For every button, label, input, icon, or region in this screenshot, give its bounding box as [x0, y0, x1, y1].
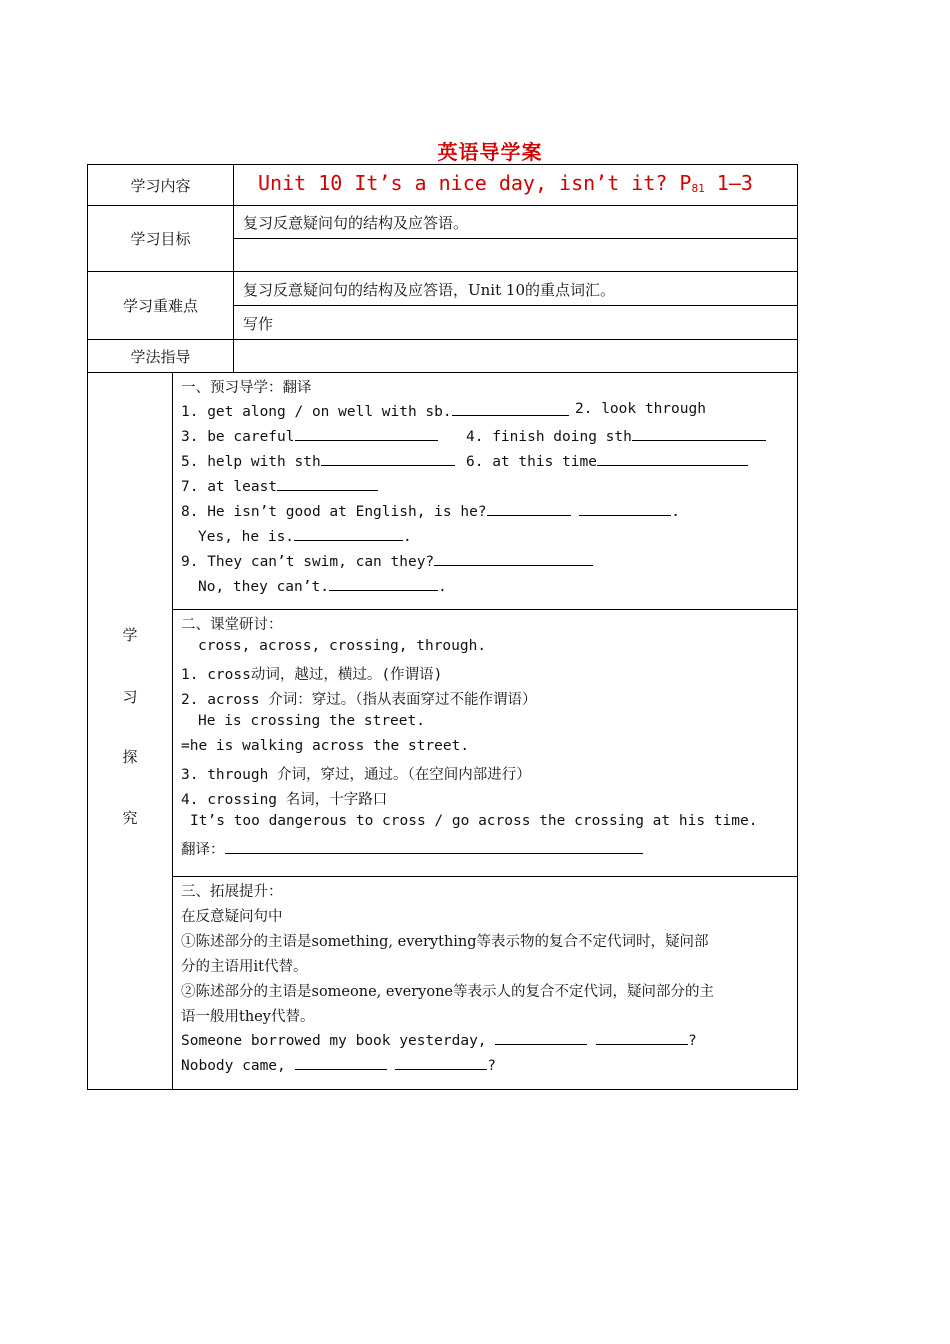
answer-blank[interactable]: [294, 526, 403, 541]
answer-blank[interactable]: [495, 1030, 587, 1045]
focus-text: 复习反意疑问句的结构及应答语，Unit 10的重点词汇。: [243, 281, 615, 299]
note-line: 4. crossing 名词，十字路口: [181, 792, 388, 808]
translate-line: 翻译：: [181, 838, 643, 859]
note-line: 语一般用they代替。: [181, 1009, 315, 1025]
exercise-line: Someone borrowed my book yesterday, ?: [181, 1030, 697, 1049]
answer-blank[interactable]: [329, 576, 438, 591]
answer-blank[interactable]: [452, 401, 569, 416]
section1-heading: 一、预习导学：翻译: [181, 380, 312, 396]
answer-blank[interactable]: [596, 1030, 688, 1045]
focus-label: 学习重难点: [122, 297, 198, 315]
answer-blank[interactable]: [225, 839, 643, 854]
answer-blank[interactable]: [295, 1055, 387, 1070]
exercise-line: Nobody came, ?: [181, 1055, 496, 1074]
exercise-line: 4. finish doing sth: [466, 426, 766, 445]
section3-heading: 三、拓展提升：: [181, 884, 283, 900]
goal-text: 复习反意疑问句的结构及应答语。: [243, 214, 469, 232]
exercise-line: No, they can’t. .: [198, 576, 447, 595]
section2-heading: 二、课堂研讨：: [181, 617, 283, 633]
note-line: =he is walking across the street.: [181, 738, 470, 754]
page-title: 英语导学案: [437, 140, 543, 164]
unit-title: Unit 10 It’s a nice day, isn’t it? $P_{81}$ 1—3: [258, 171, 753, 195]
note-line: 在反意疑问句中: [181, 909, 283, 925]
goal-label: 学习目标: [130, 230, 191, 248]
exercise-line: Yes, he is. .: [198, 526, 412, 545]
answer-blank[interactable]: [395, 1055, 487, 1070]
exercise-line: 5. help with sth: [181, 451, 455, 470]
exercise-line: 6. at this time: [466, 451, 748, 470]
answer-blank[interactable]: [632, 426, 766, 441]
note-line: ②陈述部分的主语是someone, everyone等表示人的复合不定代词，疑问部分的主: [181, 984, 714, 1000]
answer-blank[interactable]: [321, 451, 455, 466]
focus-text-2: 写作: [243, 315, 274, 333]
answer-blank[interactable]: [597, 451, 748, 466]
exercise-line: 3. be careful: [181, 426, 438, 445]
exercise-line: 7. at least: [181, 476, 378, 495]
note-line: 2. across 介词：穿过。（指从表面穿过不能作谓语）: [181, 692, 537, 708]
answer-blank[interactable]: [295, 426, 438, 441]
exercise-line: 9. They can’t swim, can they?: [181, 551, 593, 570]
note-line: It’s too dangerous to cross / go across the crossing at his time.: [190, 813, 758, 829]
answer-blank[interactable]: [579, 501, 671, 516]
note-line: 1. cross动词，越过，横过。(作谓语): [181, 667, 443, 683]
note-line: He is crossing the street.: [198, 713, 425, 729]
exercise-line: 2. look through: [575, 401, 706, 417]
exercise-line: 8. He isn’t good at English, is he? .: [181, 501, 680, 520]
content-label: 学习内容: [130, 176, 191, 195]
note-line: 分的主语用it代替。: [181, 959, 308, 975]
exercise-line: 1. get along / on well with sb.: [181, 401, 569, 420]
note-line: cross, across, crossing, through.: [198, 638, 487, 654]
side-label-char: 学: [122, 626, 138, 644]
side-label-char: 探: [122, 748, 138, 766]
side-label-char: 习: [122, 688, 138, 706]
note-line: 3. through 介词，穿过，通过。（在空间内部进行）: [181, 767, 531, 783]
answer-blank[interactable]: [487, 501, 571, 516]
answer-blank[interactable]: [434, 551, 593, 566]
note-line: ①陈述部分的主语是something, everything等表示物的复合不定代词时，疑问部: [181, 934, 709, 950]
method-label: 学法指导: [130, 347, 191, 366]
side-label-char: 究: [122, 809, 138, 827]
answer-blank[interactable]: [277, 476, 378, 491]
